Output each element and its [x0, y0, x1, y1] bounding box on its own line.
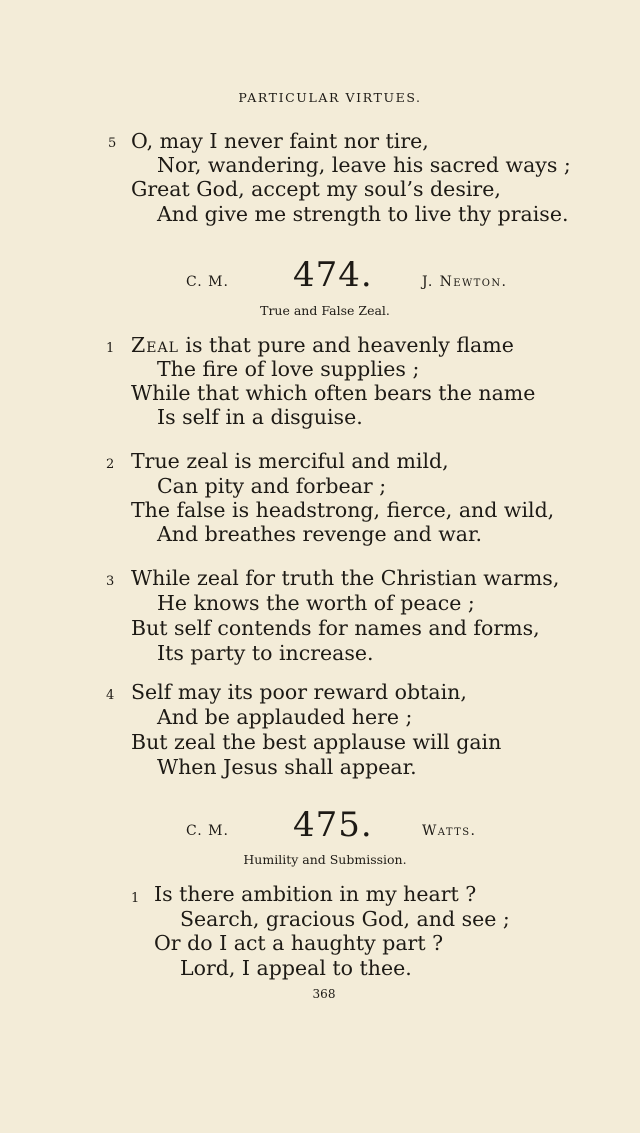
verse-line: Its party to increase.: [157, 641, 374, 665]
verse-line: He knows the worth of peace ;: [157, 591, 475, 615]
stanza-number: 4: [106, 688, 115, 703]
hymn-author: J. Newton.: [422, 274, 508, 290]
verse-line: Search, gracious God, and see ;: [180, 907, 510, 931]
hymn-meter: C. M.: [186, 274, 229, 290]
hymn-meter: C. M.: [186, 823, 229, 839]
first-line-rest: is that pure and heavenly flame: [178, 333, 514, 357]
verse-line: Is there ambition in my heart ?: [154, 882, 477, 906]
verse-line: While zeal for truth the Christian warms,: [131, 566, 560, 590]
page-number: 368: [312, 987, 336, 1001]
hymn-subtitle: True and False Zeal.: [260, 303, 390, 318]
verse-line: Lord, I appeal to thee.: [180, 956, 412, 980]
verse-line: When Jesus shall appear.: [157, 755, 417, 779]
hymn-number: 474.: [293, 255, 373, 295]
first-word: Zeal: [131, 333, 179, 357]
stanza-number: 2: [106, 457, 115, 472]
verse-line: The false is headstrong, fierce, and wild,: [131, 498, 555, 522]
hymn-subtitle: Humility and Submission.: [243, 852, 407, 867]
verse-line: Can pity and forbear ;: [157, 474, 387, 498]
verse-line: And be applauded here ;: [157, 705, 413, 729]
stanza-number: 3: [106, 574, 115, 589]
verse-line: O, may I never faint nor tire,: [131, 129, 429, 153]
verse-line: Is self in a disguise.: [157, 405, 363, 429]
running-head: PARTICULAR VIRTUES.: [238, 90, 422, 105]
stanza-number: 5: [108, 136, 117, 151]
verse-line: But zeal the best applause will gain: [131, 730, 502, 754]
verse-line: Self may its poor reward obtain,: [131, 680, 467, 704]
verse-line: The fire of love supplies ;: [157, 357, 420, 381]
verse-line: True zeal is merciful and mild,: [131, 449, 449, 473]
verse-line: While that which often bears the name: [131, 381, 536, 405]
verse-line: But self contends for names and forms,: [131, 616, 540, 640]
verse-line: Or do I act a haughty part ?: [154, 931, 444, 955]
verse-line: Great God, accept my soul’s desire,: [131, 177, 501, 201]
stanza-number: 1: [131, 891, 140, 906]
verse-line: And give me strength to live thy praise.: [157, 202, 569, 226]
verse-line: Nor, wandering, leave his sacred ways ;: [157, 153, 571, 177]
hymn-author: Watts.: [422, 823, 477, 839]
verse-line: [131, 335, 514, 356]
stanza-number: 1: [106, 341, 115, 356]
hymn-number: 475.: [293, 805, 373, 845]
verse-line: And breathes revenge and war.: [157, 522, 483, 546]
